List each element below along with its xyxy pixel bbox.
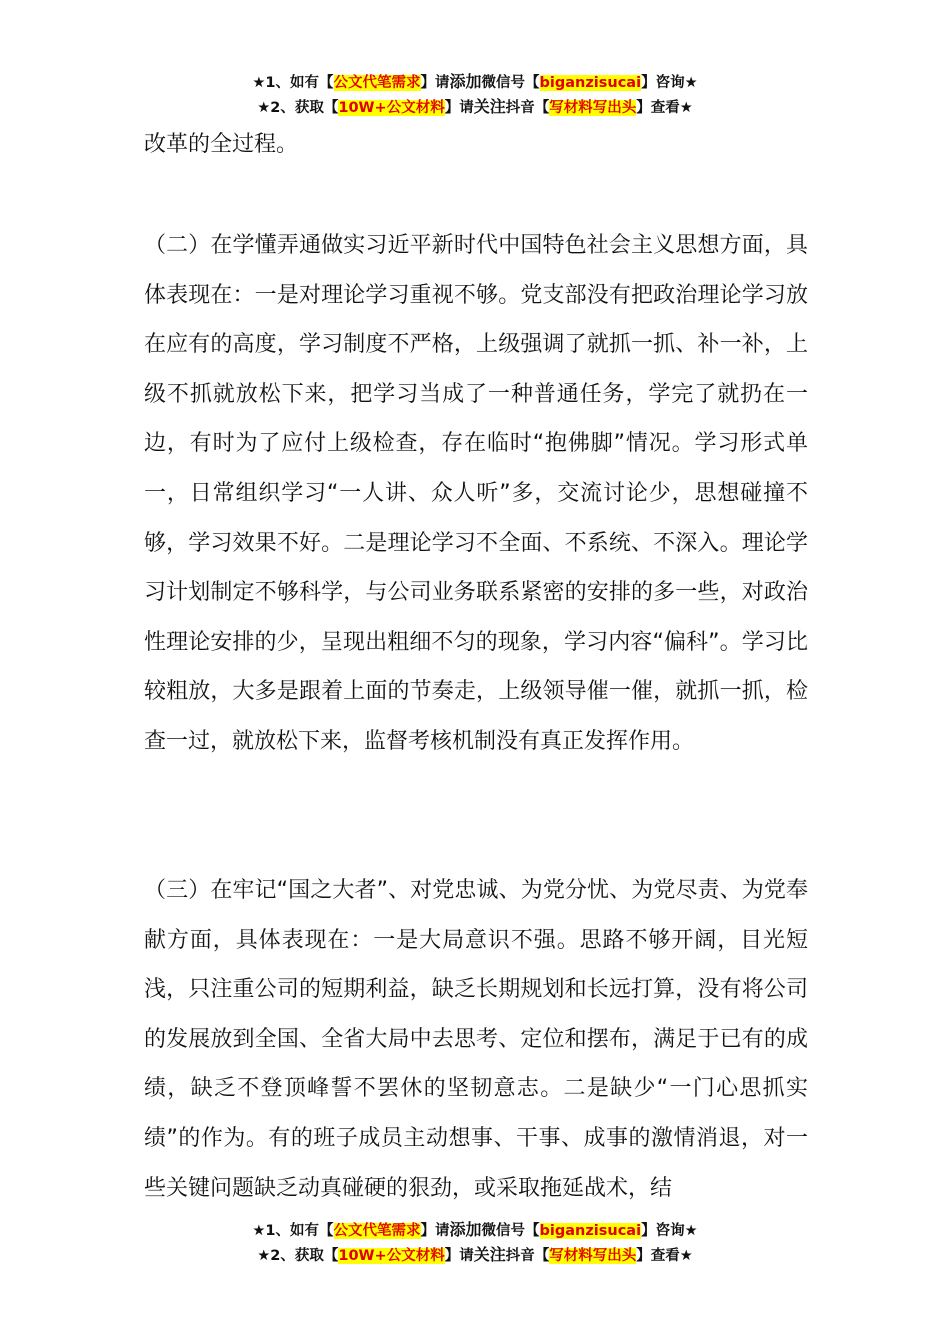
highlight-douyin-account: 写材料写出头 bbox=[549, 1248, 637, 1264]
banner-line-2: ★2、获取【10W+公文材料】请关注抖音【写材料写出头】查看★ bbox=[257, 97, 693, 116]
highlight-wechat-id: biganzisucai bbox=[539, 1223, 642, 1239]
paragraph-section-2: （二）在学懂弄通做实习近平新时代中国特色社会主义思想方面，具体表现在：一是对理论学习重视不够。党支部没有把政治理论学习放在应有的高度，学习制度不严格，上级强调了就抓一抓、补一补，上级不抓就放松下来，把学习当成了一种普通任务，学完了就扔在一边，有时为了应付上级检查，存在临时“抱佛脚”情况。学习形式单一，日常组织学习“一人讲、众人听”多，交流讨论少，思想碰撞不够，学习效果不好。二是理论学习不全面、不系统、不深入。理论学习计划制定不够科学，与公司业务联系紧密的安排的多一些，对政治性理论安排的少，呈现出粗细不匀的现象，学习内容“偏科”。学习比较粗放，大多是跟着上面的节奏走，上级领导催一催，就抓一抓，检查一过，就放松下来，监督考核机制没有真正发挥作用。 bbox=[144, 233, 808, 754]
banner-line-1: ★1、如有【公文代笔需求】请添加微信号【biganzisucai】咨询★ bbox=[252, 72, 698, 91]
highlight-materials: 10W+公文材料 bbox=[338, 100, 445, 116]
highlight-douyin-account: 写材料写出头 bbox=[549, 100, 637, 116]
paragraph-continuation: 改革的全过程。 bbox=[144, 132, 299, 157]
highlight-service: 公文代笔需求 bbox=[333, 1223, 421, 1239]
banner-line-2: ★2、获取【10W+公文材料】请关注抖音【写材料写出头】查看★ bbox=[257, 1245, 693, 1264]
highlight-materials: 10W+公文材料 bbox=[338, 1248, 445, 1264]
banner-line-1: ★1、如有【公文代笔需求】请添加微信号【biganzisucai】咨询★ bbox=[252, 1220, 698, 1239]
paragraph-section-3: （三）在牢记“国之大者”、对党忠诚、为党分忧、为党尽责、为党奉献方面，具体表现在：一是大局意识不强。思路不够开阔，目光短浅，只注重公司的短期利益，缺乏长期规划和长远打算，没有将公司的发展放到全国、全省大局中去思考、定位和摆布，满足于已有的成绩，缺乏不登顶峰誓不罢休的坚韧意志。二是缺少“一门心思抓实绩”的作为。有的班子成员主动想事、干事、成事的激情消退，对一些关键问题缺乏动真碰硬的狠劲，或采取拖延战术，结 bbox=[144, 878, 808, 1201]
footer-banner bbox=[0, 1218, 950, 1268]
highlight-wechat-id: biganzisucai bbox=[539, 75, 642, 91]
highlight-service: 公文代笔需求 bbox=[333, 75, 421, 91]
header-banner bbox=[0, 70, 950, 120]
